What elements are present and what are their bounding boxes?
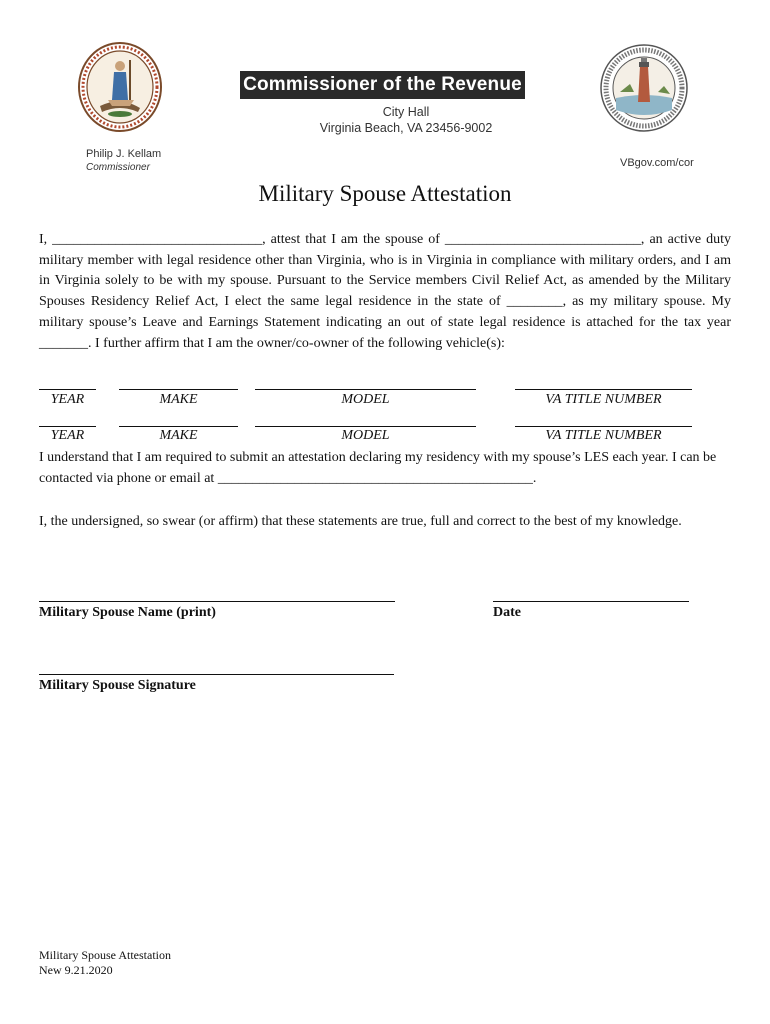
website-link[interactable]: VBgov.com/cor xyxy=(620,157,694,169)
attestation-paragraph: I, ______________________________, attest that I am the spouse of ____________________________, an active duty military member with legal residence other than Virginia, who is in Virginia in compliance with military orders, and I am in Virginia solely to be with my spouse. Pursuant to the Service members Civil Relief Act, as amended by the Military Spouses Residency Relief Act, I elect the same legal residence in the state of ________, as my military spouse. My military spouse’s Leave and Earnings Statement indicating an out of state legal residence is attached for the tax year _______. I further affirm that I am the owner/co-owner of the following vehicle(s): xyxy=(39,232,731,351)
footer-form-name: Military Spouse Attestation xyxy=(39,948,171,962)
title-number-field-2[interactable] xyxy=(515,426,692,427)
spouse-name-field[interactable] xyxy=(39,601,395,602)
spouse-signature-field[interactable] xyxy=(39,674,394,675)
make-label: MAKE xyxy=(159,392,198,407)
make-label: MAKE xyxy=(159,428,198,443)
make-field-2[interactable] xyxy=(119,426,238,427)
date-label: Date xyxy=(493,605,521,620)
commissioner-title: Commissioner xyxy=(86,162,150,173)
year-field-2[interactable] xyxy=(39,426,96,427)
title-number-label: VA TITLE NUMBER xyxy=(545,428,662,443)
model-field-1[interactable] xyxy=(255,389,476,390)
address-line-2: Virginia Beach, VA 23456-9002 xyxy=(319,121,493,135)
model-label: MODEL xyxy=(341,428,390,443)
form-footer xyxy=(39,948,171,978)
office-address xyxy=(296,104,516,136)
model-field-2[interactable] xyxy=(255,426,476,427)
virginia-state-seal xyxy=(78,42,162,132)
year-field-1[interactable] xyxy=(39,389,96,390)
model-label: MODEL xyxy=(341,392,390,407)
title-number-label: VA TITLE NUMBER xyxy=(545,392,662,407)
footer-revision: New 9.21.2020 xyxy=(39,963,113,977)
affirmation-paragraph: I, the undersigned, so swear (or affirm) that these statements are true, full and correct to the best of my knowledge. xyxy=(39,514,682,529)
spouse-name-label: Military Spouse Name (print) xyxy=(39,605,216,620)
address-line-1: City Hall xyxy=(382,105,430,119)
year-label: YEAR xyxy=(50,428,85,443)
spouse-signature-label: Military Spouse Signature xyxy=(39,678,196,693)
les-statement-paragraph: I understand that I am required to submit an attestation declaring my residency with my spouse’s LES each year. I can be contacted via phone or email at _____________________________________________. xyxy=(39,450,717,486)
document-title: Military Spouse Attestation xyxy=(258,181,512,206)
title-number-field-1[interactable] xyxy=(515,389,692,390)
virginia-beach-city-seal xyxy=(600,44,688,132)
office-name-banner: Commissioner of the Revenue xyxy=(240,71,525,99)
year-label: YEAR xyxy=(50,392,85,407)
commissioner-name: Philip J. Kellam xyxy=(86,148,162,160)
commissioner-block xyxy=(86,148,161,174)
date-field[interactable] xyxy=(493,601,689,602)
make-field-1[interactable] xyxy=(119,389,238,390)
